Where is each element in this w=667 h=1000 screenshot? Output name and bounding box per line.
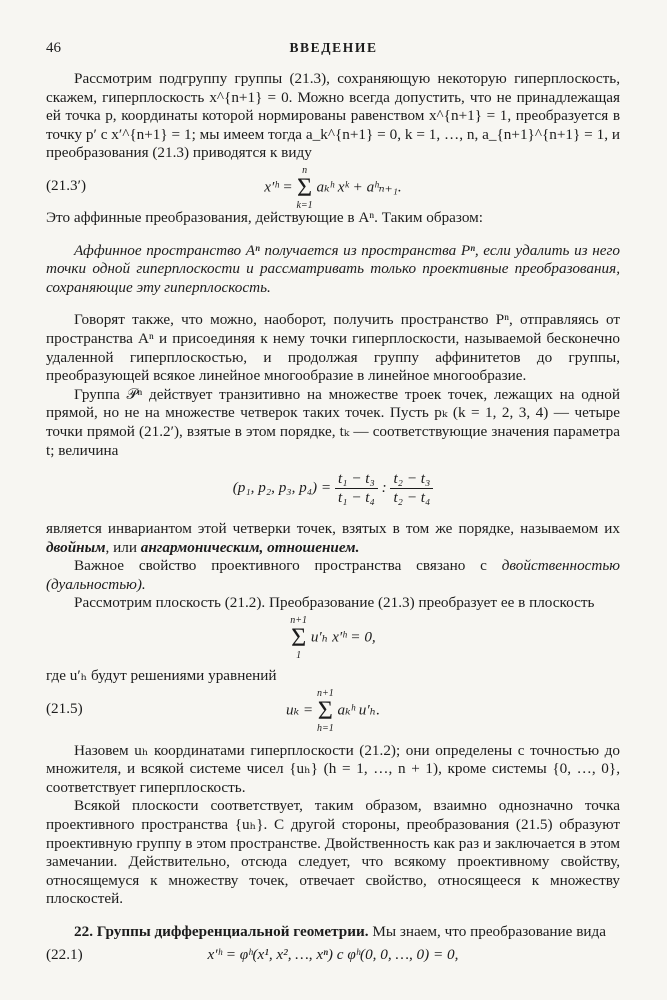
- cross-ratio-lhs: (p₁, p₂, p₃, p₄) =: [232, 479, 332, 497]
- fraction-2: $\frac{\text{t₂ − t₃}}{\text{t₂ − t₄}}$: [390, 470, 433, 507]
- running-title: ВВЕДЕНИЕ: [289, 40, 378, 55]
- paragraph-affine: Это аффинные преобразования, действующие в Aⁿ. Таким образом:: [46, 208, 483, 226]
- paragraph-plane: Рассмотрим плоскость (21.2). Преобразование (21.3) преобразует ее в плоскость: [74, 594, 595, 612]
- equation-21-5: [46, 686, 620, 742]
- paragraph-transitive: Группа 𝒫ⁿ действует транзитивно на множестве троек точек, лежащих на одной прямой, но не на множестве четверок таких точек. Пусть pₖ (k = 1, 2, 3, 4) — четыре точки прямой (21.2′), взятые в этом порядке, tₖ — соответствующие значения параметра t; величина: [46, 385, 620, 459]
- equation-term: aₖʰ xᵏ: [316, 178, 349, 196]
- paragraph-invariant: является инвариантом этой четверки точек, взятых в том же порядке, называемом их двойным, или ангармоническим, отношением.: [46, 520, 620, 556]
- equation-22-1: [46, 942, 620, 976]
- sum-symbol: n+1 Σ h=1: [316, 687, 334, 734]
- equation-lhs: x′ʰ =: [264, 178, 293, 196]
- paragraph-solutions: где u′ₕ будут решениями уравнений: [46, 667, 277, 685]
- equation-term: aₖʰ u′ₕ.: [337, 701, 381, 719]
- sum-symbol: n+1 Σ 1: [290, 615, 308, 662]
- equation-tail: + aʰₙ₊₁.: [352, 178, 402, 196]
- section-22-heading: 22. Группы дифференциальной геометрии. Мы знаем, что преобразование вида: [74, 923, 606, 940]
- equation-expr: x′ʰ = φʰ(x¹, x², …, xⁿ) с φʰ(0, 0, …, 0) = 0,: [207, 945, 459, 963]
- equation-term: u′ₕ x′ʰ = 0,: [310, 628, 376, 646]
- page-body: [46, 70, 620, 976]
- fraction-1: $\frac{\text{t₁ − t₃}}{\text{t₁ − t₄}}$: [335, 470, 378, 507]
- paragraph-correspondence: Всякой плоскости соответствует, таким образом, взаимно однозначно точка проективного пространства {uₕ}. С другой стороны, преобразования (21.5) образуют проективную группу в этом пространстве. Двойственность как раз и заключается в этом замечании. Действительно, отсюда следует, что всякому проективному свойству, относящемуся к множеству точек, отвечает свойство, относящееся к множеству плоскостей.: [46, 797, 620, 908]
- page-number: 46: [46, 40, 61, 56]
- equation-number: (21.5): [46, 699, 83, 717]
- equation-plane: [46, 613, 620, 667]
- equation-cross-ratio: (p₁, p₂, p₃, p₄) = $\frac{\text{t₁ − t₃}}{\text{t₁ − t₄}}$ : $\frac{\text{t₂ − t₃}}{\text{t₂ − t₄}}$: [46, 460, 620, 520]
- paragraph-duality: Важное свойство проективного пространства связано с двойственностью (дуальностью).: [46, 557, 620, 593]
- equation-number: (21.3′): [46, 176, 87, 194]
- paragraph-projective-completion: Говорят также, что можно, наоборот, получить пространство Pⁿ, отправляясь от пространства Aⁿ и присоединяя к нему точки гиперплоскости, называемой бесконечно удаленной гиперплоскостью, и продолжая группу аффинитетов до группы, преобразующей всякое линейное многообразие в линейное многообразие.: [46, 311, 620, 385]
- section-title: 22. Группы дифференциальной геометрии.: [74, 923, 369, 940]
- paragraph-subgroup: Рассмотрим подгруппу группы (21.3), сохраняющую некоторую гиперплоскость, скажем, гиперплоскость x^{n+1} = 0. Можно всегда допустить, что не принадлежащая ей точка p, координаты которой нормированы равенством x^{n+1} = 1, преобразуется в точку p′ с x′^{n+1} = 1; мы имеем тогда a_k^{n+1} = 0, k = 1, …, n, a_{n+1}^{n+1} = 1, и преобразования (21.3) приводятся к виду: [46, 70, 620, 162]
- paragraph-hyperplane-coords: Назовем uₕ координатами гиперплоскости (21.2); они определены с точностью до множителя, и всякой системе чисел {uₕ} (h = 1, …, n + 1), кроме системы {0, …, 0}, соответствует гиперплоскость.: [46, 741, 620, 796]
- sum-symbol: n Σ k=1: [296, 164, 313, 211]
- equation-number: (22.1): [46, 945, 83, 963]
- theorem-affine-space: Аффинное пространство Aⁿ получается из пространства Pⁿ, если удалить из него точки одной гиперплоскости и рассматривать только проективные преобразования, сохраняющие эту гиперплоскость.: [46, 241, 620, 296]
- equation-21-3-prime: [46, 163, 620, 209]
- equation-lhs: uₖ =: [285, 701, 314, 719]
